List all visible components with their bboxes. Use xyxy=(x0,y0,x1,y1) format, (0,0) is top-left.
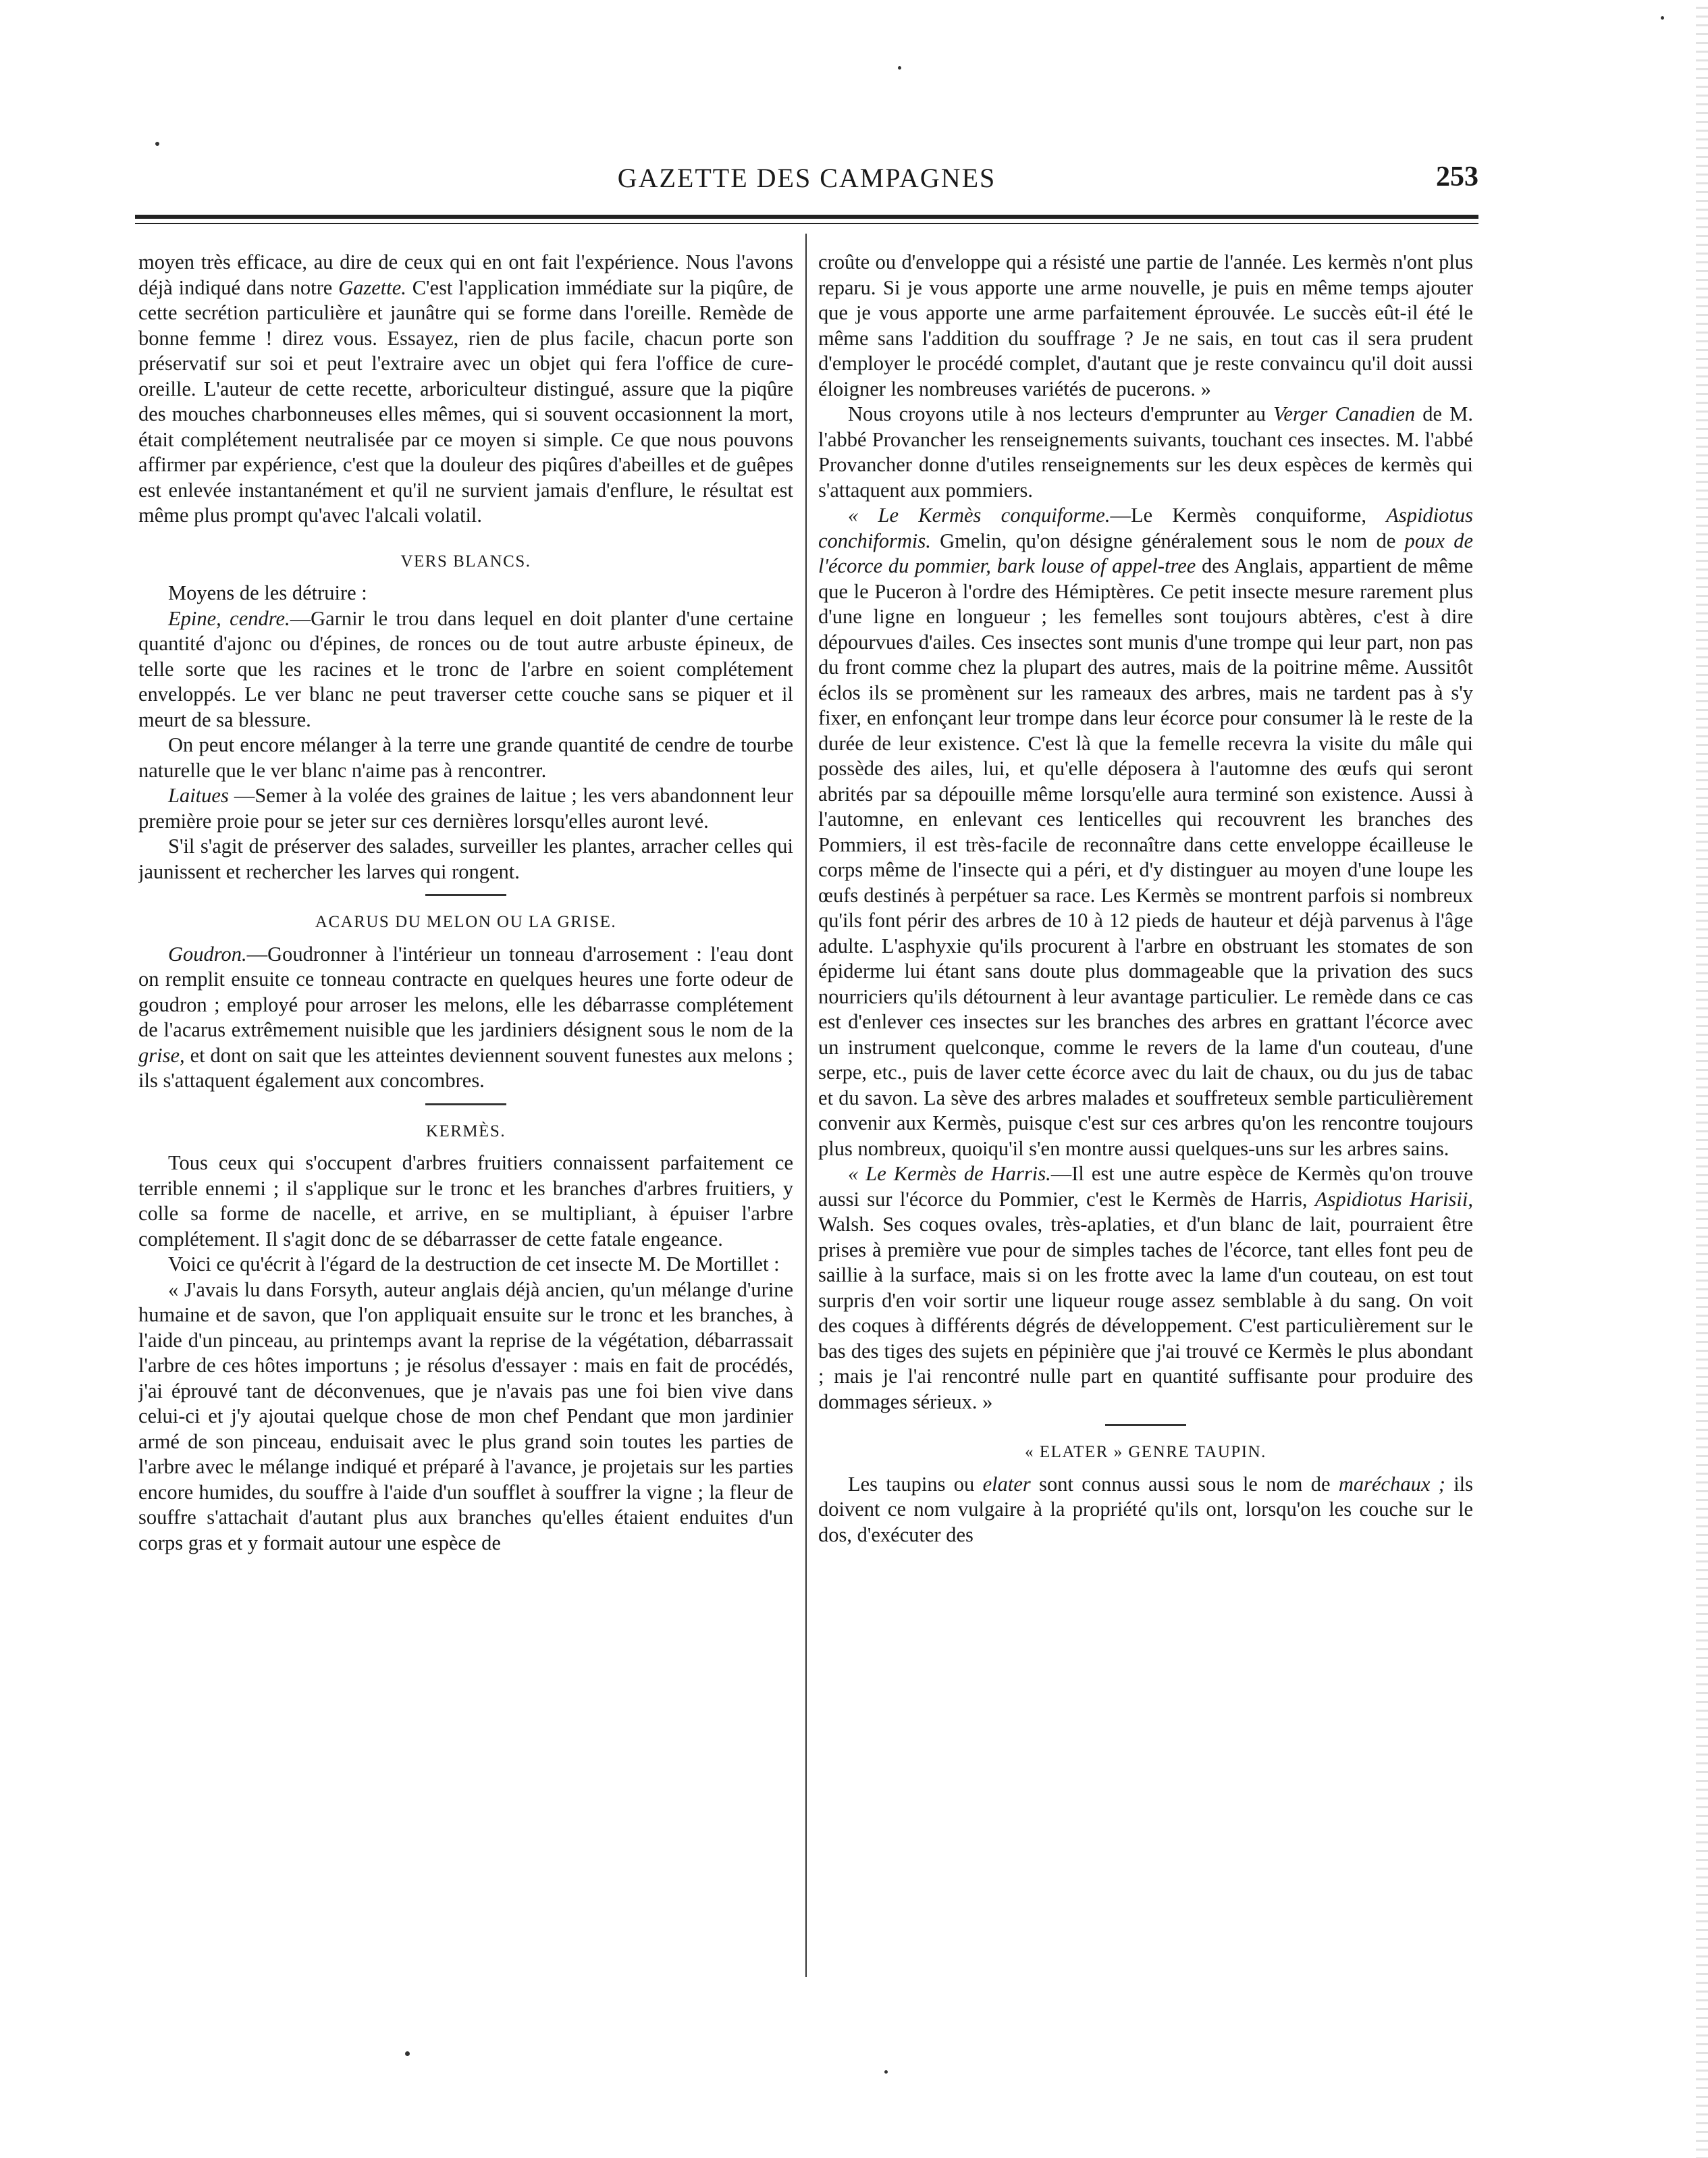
paragraph: Nous croyons utile à nos lecteurs d'emprunter au Verger Canadien de M. l'abbé Provancher les renseignements suivants, touchant ces insectes. M. l'abbé Provancher donne d'utiles renseignements sur les deux espèces de kermès qui s'attaquent aux pommiers. xyxy=(818,402,1473,502)
section-separator xyxy=(1105,1424,1186,1426)
paragraph: On peut encore mélanger à la terre une grande quantité de cendre de tourbe naturelle que le ver blanc n'aime pas à rencontrer. xyxy=(138,733,793,782)
paragraph: Laitues —Semer à la volée des graines de laitue ; les vers abandonnent leur première proie pour se jeter sur ces dernières lorsqu'elles auront levé. xyxy=(138,784,793,833)
section-separator xyxy=(425,894,506,896)
header-rule-thin xyxy=(135,223,1478,224)
right-column xyxy=(818,250,1473,1978)
paragraph: Voici ce qu'écrit à l'égard de la destruction de cet insecte M. De Mortillet : xyxy=(168,1253,780,1275)
section-heading-vers-blancs: VERS BLANCS. xyxy=(400,552,531,571)
page-header xyxy=(135,158,1478,201)
column-divider xyxy=(805,234,807,1977)
paragraph: Epine, cendre.—Garnir le trou dans lequel en doit planter d'une certaine quantité d'ajonc ou d'épines, de ronces ou de tout autre arbuste épineux, de telle sorte que les racines et le tronc de l'arbre en soient complétement enveloppés. Le ver blanc ne peut traverser cette couche sans se piquer et il meurt de sa blessure. xyxy=(138,606,793,731)
paragraph: moyen très efficace, au dire de ceux qui en ont fait l'expérience. Nous l'avons déjà indiqué dans notre Gazette. C'est l'application immédiate sur la piqûre, de cette secrétion particulière et jaunâtre qui se forme dans l'oreille. Remède de bonne femme ! direz vous. Essayez, rien de plus facile, chacun porte son préservatif sur soi et peut l'extraire avec un objet qui fera l'office de cure-oreille. L'auteur de cette recette, arboriculteur distingué, assure que la piqûre des mouches charbonneuses elles mêmes, qui si souvent occasionnent la mort, était complétement neutralisée par ce moyen si simple. Ce que nous pouvons affirmer par expérience, c'est que la douleur des piqûres d'abeilles et de guêpes est enlevée instantanément et qu'il ne survient jamais d'enflure, le résultat est même plus prompt qu'avec l'alcali volatil. xyxy=(138,251,793,527)
paragraph: Goudron.—Goudronner à l'intérieur un tonneau d'arrosement : l'eau dont on remplit ensuite ce tonneau contracte en quelques heures une forte odeur de goudron ; employé pour arroser les melons, elle les débarrasse complétement de l'acarus extrêmement nuisible que les jardiniers désignent sous le nom de la grise, et dont on sait que les atteintes deviennent souvent funestes aux melons ; ils s'attaquent également aux concombres. xyxy=(138,942,793,1092)
section-heading-kermes: KERMÈS. xyxy=(425,1122,506,1140)
paragraph: croûte ou d'enveloppe qui a résisté une partie de l'année. Les kermès n'ont plus reparu. Si je vous apporte une arme nouvelle, je puis en même temps ajouter que je vous apporte une arme parfaitement éprouvée. Le succès eût-il été le même sans l'addition du souffrage ? Je ne sais, en tout cas il sera prudent d'employer le procédé complet, d'autant que je reste convaincu qu'il doit aussi éloigner les nombreuses variétés de pucerons. » xyxy=(818,251,1473,400)
paragraph: Les taupins ou elater sont connus aussi sous le nom de maréchaux ; ils doivent ce nom vulgaire à la propriété qu'ils ont, lorsqu'on les couche sur le dos, d'exécuter des xyxy=(818,1472,1473,1546)
section-heading-elater: « ELATER » GENRE TAUPIN. xyxy=(1025,1443,1266,1461)
scan-speck xyxy=(898,66,901,70)
paragraph: Moyens de les détruire : xyxy=(168,581,367,604)
paragraph: « J'avais lu dans Forsyth, auteur anglais déjà ancien, qu'un mélange d'urine humaine et de savon, que l'on appliquait ensuite sur le tronc et les branches, à l'aide d'un pinceau, au printemps avant la reprise de la végétation, débarrassait l'arbre de ces hôtes importuns ; je résolus d'essayer : mais en fait de procédés, j'ai éprouvé tant de déconvenues, que je n'avais pas une foi bien vive dans celui-ci et j'y ajoutai quelque chose de mon chef Pendant que mon jardinier armé de son pinceau, enduisait avec le plus grand soin toutes les parties de l'arbre avec le mélange indiqué et préparé à l'avance, je projetais sur les parties encore humides, du souffre à l'aide d'un soufflet à souffrer la vigne ; la fleur de souffre s'attachait d'autant plus aux branches qu'elles étaient enduites d'un corps gras et y formait autour une espèce de xyxy=(138,1278,793,1554)
scan-speck xyxy=(884,2070,888,2074)
scan-speck xyxy=(155,142,159,146)
scan-speck xyxy=(1661,16,1664,20)
paragraph: Tous ceux qui s'occupent d'arbres fruitiers connaissent parfaitement ce terrible ennemi ; il s'applique sur le tronc et les branches d'arbres fruitiers, y colle sa forme de nacelle, et arrive, en se multipliant, à épuiser l'arbre complétement. Il s'agit donc de se débarrasser de cette fatale engeance. xyxy=(138,1151,793,1251)
section-separator xyxy=(425,1103,506,1105)
section-heading-acarus: ACARUS DU MELON OU LA GRISE. xyxy=(315,913,617,931)
scan-edge xyxy=(1696,0,1708,2158)
paragraph: S'il s'agit de préserver des salades, surveiller les plantes, arracher celles qui jaunissent et rechercher les larves qui rongent. xyxy=(138,835,793,883)
page-title: GAZETTE DES CAMPAGNES xyxy=(617,163,996,193)
paragraph: « Le Kermès conquiforme.—Le Kermès conquiforme, Aspidiotus conchiformis. Gmelin, qu'on désigne généralement sous le nom de poux de l'écorce du pommier, bark louse of appel-tree des Anglais, appartient de même que le Puceron à l'ordre des Hémiptères. Ce petit insecte mesure rarement plus d'une ligne en longueur ; les femelles sont toujours abtères, c'est à dire dépourvues d'ailes. Ces insectes sont munis d'une trompe qui leur part, non pas du front comme chez la plupart des autres, mais de la poitrine même. Aussitôt éclos ils se promènent sur les rameaux des arbres, mais ne tardent pas à s'y fixer, en enfonçant leur trompe dans leur écorce pour consumer là le reste de la durée de leur existence. C'est là que la femelle recevra la visite du mâle qui possède des ailes, lui, et qu'elle déposera à l'automne des œufs qui seront abrités par sa dépouille même lorsqu'elle aura terminé son existence. Aussi à l'automne, en enlevant ces lenticelles qui recouvrent les branches des Pommiers, il est très-facile de reconnaître dans cette enveloppe écailleuse le corps même de l'insecte qui a péri, et d'y distinguer au moyen d'une loupe les œufs destinés à perpétuer sa race. Les Kermès se montrent parfois si nombreux qu'ils font périr des arbres de 10 à 12 pieds de hauteur et déjà parvenus à l'âge adulte. L'asphyxie qu'ils procurent à l'arbre en obstruant les stomates de son épiderme lui étant sans doute plus dommageable que la privation des sucs nourriciers qu'ils détournent à leur avantage particulier. Le remède dans ce cas est d'enlever ces insectes sur les branches des arbres en grattant l'écorce avec un instrument quelconque, comme le revers de la lame d'un couteau, d'une serpe, etc., puis de laver cette écorce avec du lait de chaux, ou du jus de tabac et du savon. La sève des arbres malades et souffreteux semble particulièrement convenir aux Kermès, puisque c'est sur ces arbres qu'on les rencontre toujours plus nombreux, quoiqu'il s'en montre aussi quelques-uns sur les arbres sains. xyxy=(818,504,1473,1160)
page-number: 253 xyxy=(1436,161,1478,192)
paragraph: « Le Kermès de Harris.—Il est une autre espèce de Kermès qu'on trouve aussi sur l'écorce du Pommier, c'est le Kermès de Harris, Aspidiotus Harisii, Walsh. Ses coques ovales, très-aplaties, et d'un blanc de lait, pourraient être prises à première vue pour de simples taches de l'écorce, tant elles font peu de saillie à la surface, mais si on les frotte avec la lame d'un couteau, on est tout surpris d'en voir sortir une liqueur rouge assez semblable à du sang. On voit des coques à différents dégrés de développement. C'est particulièrement sur le bas des tiges des sujets en pépinière que j'ai trouvé ce Kermès le plus abondant ; mais je l'ai rencontré nulle part en quantité suffisante pour produire des dommages sérieux. » xyxy=(818,1162,1473,1413)
left-column xyxy=(138,250,793,1978)
scan-speck xyxy=(405,2051,410,2056)
header-rule-thick xyxy=(135,215,1478,219)
